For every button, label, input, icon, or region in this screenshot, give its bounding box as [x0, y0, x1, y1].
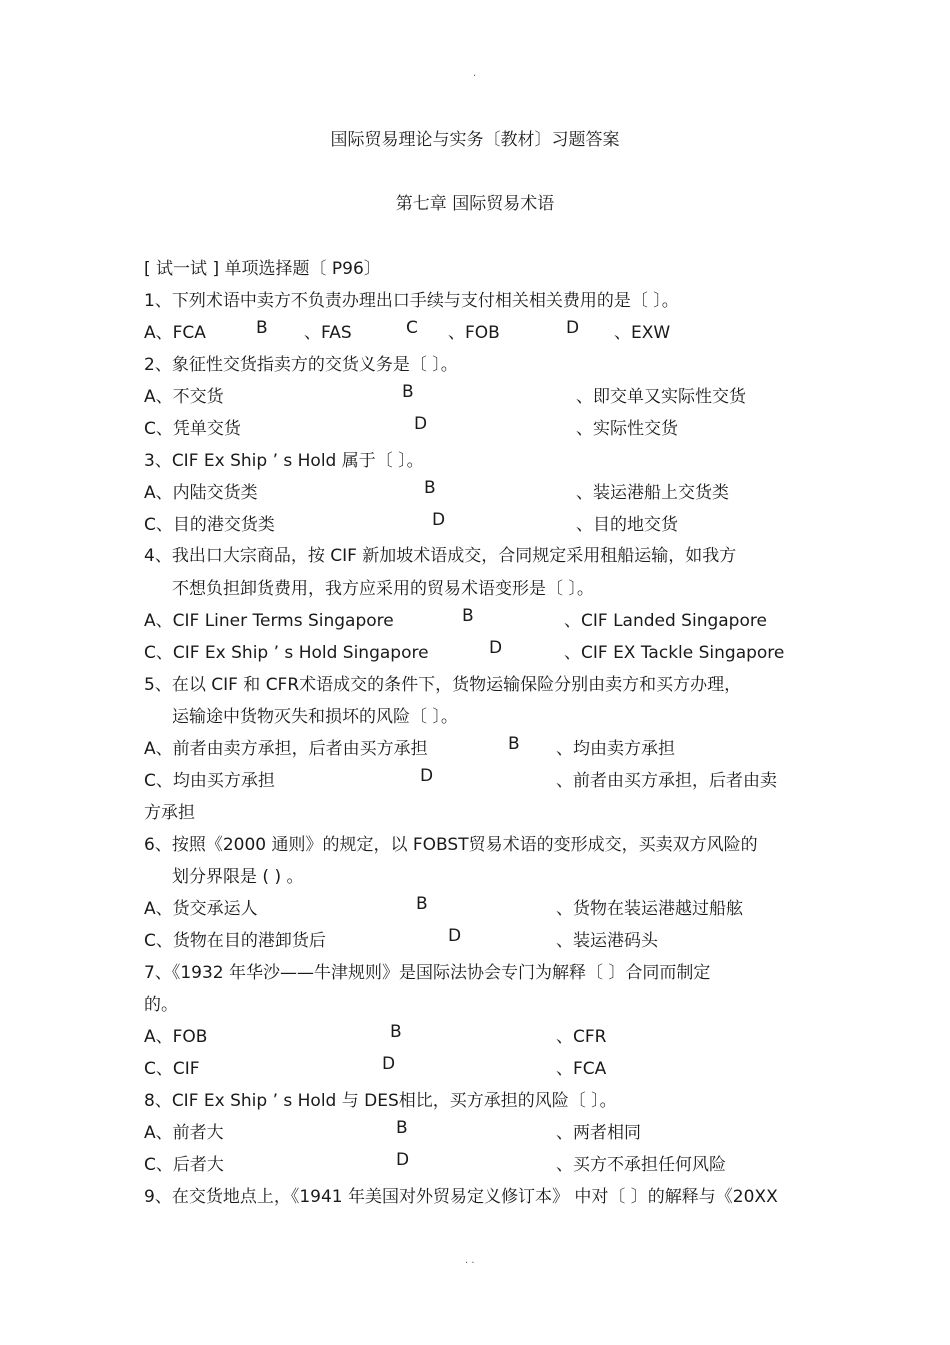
option-row — [144, 318, 824, 342]
question-line: 6、按照《2000 通则》的规定，以 FOBST贸易术语的变形成交，买卖双方风险的 — [144, 835, 758, 855]
option-segment: A、货交承运人 — [144, 899, 258, 919]
option-segment: B — [424, 478, 436, 498]
header-mark: . — [473, 68, 477, 79]
option-segment: D — [432, 510, 446, 530]
option-segment: D — [420, 766, 434, 786]
question-line: 划分界限是 ( ) 。 — [172, 867, 304, 887]
option-row — [144, 894, 824, 918]
question-line: 9、在交货地点上，《1941 年美国对外贸易定义修订本》 中对〔 〕的解释与《20XX — [144, 1187, 778, 1207]
footer-mark: . . — [465, 1255, 475, 1266]
option-segment: C、凭单交货 — [144, 419, 241, 439]
option-row — [144, 1118, 824, 1142]
option-row — [144, 510, 824, 534]
option-row — [144, 734, 824, 758]
document-title: 国际贸易理论与实务〔教材〕习题答案 — [330, 130, 620, 150]
option-segment: B — [256, 318, 268, 338]
option-segment: B — [390, 1022, 402, 1042]
option-row — [144, 414, 824, 438]
option-segment: C、均由买方承担 — [144, 771, 275, 791]
option-row — [144, 1054, 824, 1078]
option-segment: 、CFR — [556, 1027, 607, 1047]
option-segment: 、货物在装运港越过船舷 — [556, 899, 743, 919]
option-row — [144, 1022, 824, 1046]
option-row — [144, 926, 824, 950]
option-segment: 、实际性交货 — [576, 419, 678, 439]
option-segment: 、买方不承担任何风险 — [556, 1155, 726, 1175]
option-segment: C — [406, 318, 418, 338]
option-segment: A、不交货 — [144, 387, 224, 407]
option-segment: 、FOB — [448, 323, 500, 343]
question-line: 的。 — [144, 995, 178, 1015]
option-segment: B — [416, 894, 428, 914]
option-segment: 、目的地交货 — [576, 515, 678, 535]
option-segment: 、CIF EX Tackle Singapore — [564, 643, 785, 663]
option-row — [144, 766, 824, 790]
option-segment: A、前者由卖方承担，后者由买方承担 — [144, 739, 428, 759]
option-row — [144, 606, 824, 630]
question-line: 不想负担卸货费用，我方应采用的贸易术语变形是〔 〕。 — [172, 579, 594, 599]
option-segment: C、CIF Ex Ship ’ s Hold Singapore — [144, 643, 429, 663]
option-segment: C、CIF — [144, 1059, 200, 1079]
question-line: 方承担 — [144, 803, 195, 823]
section-heading: [ 试一试 ] 单项选择题〔 P96〕 — [144, 259, 381, 279]
option-segment: 、EXW — [614, 323, 671, 343]
option-segment: 、即交单又实际性交货 — [576, 387, 746, 407]
option-row — [144, 382, 824, 406]
option-segment: A、CIF Liner Terms Singapore — [144, 611, 394, 631]
option-segment: B — [402, 382, 414, 402]
option-segment: 、前者由买方承担，后者由卖 — [556, 771, 777, 791]
question-line: 7、《1932 年华沙——牛津规则》是国际法协会专门为解释〔 〕合同而制定 — [144, 963, 711, 983]
option-segment: A、前者大 — [144, 1123, 224, 1143]
question-line: 5、在以 CIF 和 CFR术语成交的条件下，货物运输保险分别由卖方和买方办理， — [144, 675, 742, 695]
option-row — [144, 478, 824, 502]
option-segment: 、装运港码头 — [556, 931, 658, 951]
question-line: 8、CIF Ex Ship ’ s Hold 与 DES相比，买方承担的风险〔 〕。 — [144, 1091, 617, 1111]
chapter-title: 第七章 国际贸易术语 — [395, 194, 555, 214]
option-segment: 、两者相同 — [556, 1123, 641, 1143]
question-line: 2、象征性交货指卖方的交货义务是〔 〕。 — [144, 355, 458, 375]
option-segment: B — [508, 734, 520, 754]
option-segment: D — [489, 638, 503, 658]
option-row — [144, 1150, 824, 1174]
question-line: 1、下列术语中卖方不负责办理出口手续与支付相关相关费用的是〔 〕。 — [144, 291, 679, 311]
option-segment: D — [382, 1054, 396, 1074]
option-segment: B — [396, 1118, 408, 1138]
option-segment: A、FOB — [144, 1027, 208, 1047]
option-segment: 、FAS — [304, 323, 352, 343]
option-segment: C、后者大 — [144, 1155, 224, 1175]
option-segment: D — [566, 318, 580, 338]
question-line: 运输途中货物灭失和损坏的风险〔 〕。 — [172, 707, 458, 727]
option-segment: 、装运港船上交货类 — [576, 483, 729, 503]
option-segment: 、均由卖方承担 — [556, 739, 675, 759]
option-segment: C、货物在目的港卸货后 — [144, 931, 326, 951]
option-row — [144, 638, 824, 662]
option-segment: D — [396, 1150, 410, 1170]
option-segment: D — [448, 926, 462, 946]
question-line: 4、我出口大宗商品，按 CIF 新加坡术语成交，合同规定采用租船运输，如我方 — [144, 546, 737, 566]
option-segment: 、FCA — [556, 1059, 607, 1079]
option-segment: 、CIF Landed Singapore — [564, 611, 767, 631]
option-segment: B — [462, 606, 474, 626]
question-line: 3、CIF Ex Ship ’ s Hold 属于〔 〕。 — [144, 451, 424, 471]
option-segment: A、内陆交货类 — [144, 483, 258, 503]
option-segment: C、目的港交货类 — [144, 515, 275, 535]
option-segment: D — [414, 414, 428, 434]
option-segment: A、FCA — [144, 323, 206, 343]
